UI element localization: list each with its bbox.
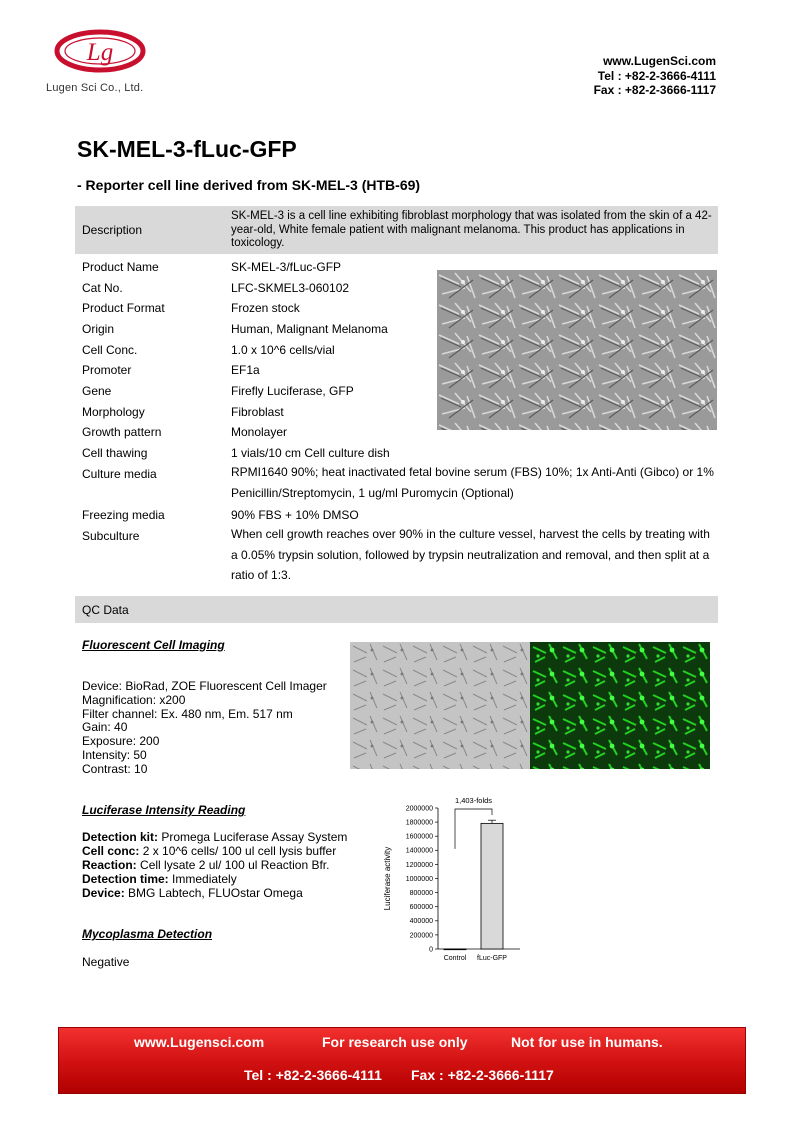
luc-detection-time: Detection time: Immediately	[82, 872, 237, 886]
spec-label-freezing-media: Freezing media	[82, 508, 165, 522]
gfp-fluorescence-image	[530, 642, 710, 769]
y-tick-label: 1600000	[405, 833, 433, 841]
luciferase-details	[82, 830, 347, 900]
header-fax: Fax : +82-2-3666-1117	[593, 83, 716, 97]
luc-cell-conc: Cell conc: 2 x 10^6 cells/ 100 ul cell lysis buffer	[82, 844, 337, 858]
spec-label-culture-media: Culture media	[82, 467, 157, 481]
spec-value-gene: Firefly Luciferase, GFP	[231, 384, 354, 398]
qc-row-bg	[75, 596, 718, 623]
fluorescent-imaging-details	[82, 680, 327, 777]
company-name: Lugen Sci Co., Ltd.	[46, 82, 144, 94]
spec-value-product-name: SK-MEL-3/fLuc-GFP	[231, 260, 342, 274]
mycoplasma-heading: Mycoplasma Detection	[82, 927, 213, 941]
header-website[interactable]: www.LugenSci.com	[603, 54, 716, 68]
imaging-exposure: Exposure: 200	[82, 734, 160, 749]
description-label: Description	[82, 223, 143, 237]
imaging-device: Device: BioRad, ZOE Fluorescent Cell Imager	[82, 679, 327, 693]
description-text: SK-MEL-3 is a cell line exhibiting fibroblast morphology that was isolated from the skin of a 42-year-old, White female patient with malignant melanoma. This product has applications in toxicology.	[231, 210, 712, 250]
spec-value-growth-pattern: Monolayer	[231, 425, 288, 439]
spec-value-cell-thawing: 1 vials/10 cm Cell culture dish	[231, 446, 390, 460]
imaging-intensity: Intensity: 50	[82, 747, 147, 762]
footer-research-note: For research use only	[322, 1034, 468, 1050]
cell-morphology-image	[437, 270, 717, 430]
luciferase-chart	[370, 790, 540, 970]
spec-label-product-name: Product Name	[82, 260, 159, 274]
y-tick-label: 400000	[409, 918, 433, 926]
brightfield-image	[350, 642, 530, 769]
x-tick-label: fLuc-GFP	[477, 955, 507, 962]
spec-label-morphology: Morphology	[82, 405, 145, 419]
spec-value-morphology: Fibroblast	[231, 405, 284, 419]
spec-label-cell-thawing: Cell thawing	[82, 446, 148, 460]
spec-value-subculture: When cell growth reaches over 90% in the culture vessel, harvest the cells by treating with a 0.05% trypsin solution, followed by trypsin neutralization and removal, and then split at a ratio of 1:3.	[231, 527, 710, 583]
footer-tel: Tel : +82-2-3666-4111	[244, 1067, 382, 1083]
y-tick-label: 1000000	[405, 875, 433, 883]
spec-value-origin: Human, Malignant Melanoma	[231, 322, 388, 336]
x-tick-label: Control	[443, 955, 467, 962]
spec-label-gene: Gene	[82, 384, 112, 398]
y-tick-label: 2000000	[405, 805, 433, 813]
footer-fax: Fax : +82-2-3666-1117	[411, 1067, 554, 1083]
spec-value-culture-media: RPMI1640 90%; heat inactivated fetal bovine serum (FBS) 10%; 1x Anti-Anti (Gibco) or 1% Penicillin/Streptomycin, 1 ug/ml Puromycin (Optional)	[231, 465, 714, 500]
mycoplasma-result: Negative	[82, 955, 130, 969]
qc-data-label: QC Data	[82, 603, 129, 617]
footer-human-note: Not for use in humans.	[511, 1034, 663, 1050]
y-tick-label: 1800000	[405, 819, 433, 827]
y-tick-label: 1400000	[405, 847, 433, 855]
y-axis-label: Luciferase activity	[383, 846, 392, 911]
luc-device: Device: BMG Labtech, FLUOstar Omega	[82, 886, 303, 900]
spec-label-origin: Origin	[82, 322, 115, 336]
y-tick-label: 0	[429, 946, 433, 954]
y-tick-label: 1200000	[405, 861, 433, 869]
spec-label-growth-pattern: Growth pattern	[82, 425, 162, 439]
product-title: SK-MEL-3-fLuc-GFP	[77, 136, 297, 162]
svg-text:Lg: Lg	[86, 39, 114, 66]
luc-reaction: Reaction: Cell lysate 2 ul/ 100 ul Reaction Bfr.	[82, 858, 330, 872]
spec-value-product-format: Frozen stock	[231, 301, 300, 315]
luciferase-heading: Luciferase Intensity Reading	[82, 803, 246, 817]
bar-control	[444, 949, 466, 950]
spec-value-cat-no: LFC-SKMEL3-060102	[231, 281, 350, 295]
fold-annotation: 1,403-folds	[454, 796, 493, 805]
footer-banner	[58, 1027, 746, 1094]
spec-label-cat-no: Cat No.	[82, 281, 123, 295]
product-subtitle: - Reporter cell line derived from SK-MEL-3 (HTB-69)	[77, 177, 421, 193]
spec-label-subculture: Subculture	[82, 529, 140, 543]
header-contact	[594, 54, 716, 98]
header-tel: Tel : +82-2-3666-4111	[597, 68, 716, 83]
luc-detection-kit: Detection kit: Promega Luciferase Assay System	[82, 830, 348, 844]
imaging-contrast: Contrast: 10	[82, 761, 148, 776]
y-tick-label: 200000	[409, 932, 433, 940]
spec-value-promoter: EF1a	[231, 363, 260, 377]
spec-label-promoter: Promoter	[82, 363, 132, 377]
spec-value-cell-conc: 1.0 x 10^6 cells/vial	[231, 343, 335, 357]
imaging-filter: Filter channel: Ex. 480 nm, Em. 517 nm	[82, 706, 293, 721]
y-tick-label: 800000	[409, 890, 433, 897]
imaging-gain: Gain: 40	[82, 720, 128, 735]
spec-value-freezing-media: 90% FBS + 10% DMSO	[231, 508, 359, 522]
fluorescent-imaging-heading: Fluorescent Cell Imaging	[82, 638, 225, 652]
spec-label-product-format: Product Format	[82, 301, 165, 315]
footer-website[interactable]: www.Lugensci.com	[134, 1034, 265, 1050]
y-tick-label: 600000	[409, 904, 433, 912]
spec-label-cell-conc: Cell Conc.	[82, 343, 138, 357]
imaging-magnification: Magnification: x200	[82, 692, 186, 707]
bar-fluc-gfp	[481, 823, 503, 949]
